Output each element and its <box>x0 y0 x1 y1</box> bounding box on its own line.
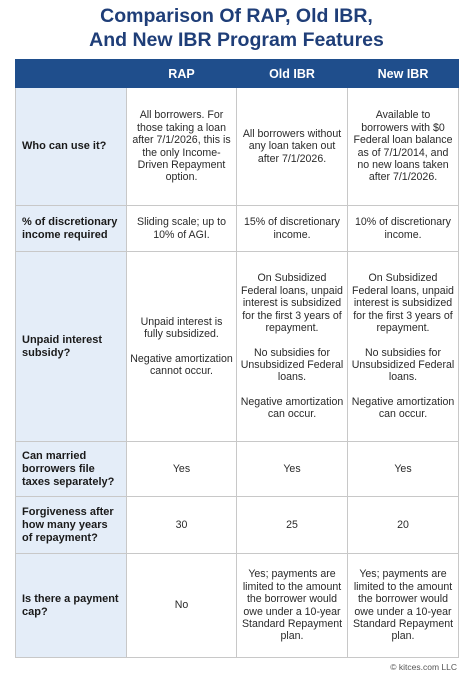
column-header-new-ibr: New IBR <box>348 60 459 88</box>
cell-new-ibr <box>348 554 459 658</box>
copyright-footer: © kitces.com LLC <box>390 662 457 672</box>
cell-text: 30 <box>175 518 188 531</box>
cell-new-ibr <box>348 88 459 206</box>
header-corner <box>16 60 127 88</box>
cell-old-ibr <box>237 442 348 497</box>
cell-new-ibr <box>348 442 459 497</box>
cell-text: Yes <box>172 462 191 475</box>
cell-text: 20 <box>397 518 409 531</box>
cell-text: On Subsidized Federal loans, unpaid interest is subsidized for the first 3 years of repayment. <box>241 272 343 335</box>
cell-text: 10% of discretionary income. <box>355 216 451 241</box>
table-row <box>16 206 459 252</box>
cell-old-ibr <box>237 497 348 554</box>
cell-new-ibr <box>348 206 459 252</box>
cell-text: No subsidies for Unsubsidized Federal loans. <box>240 346 344 384</box>
cell-text: No <box>174 599 189 612</box>
cell-text: All borrowers without any loan taken out after 7/1/2026. <box>242 127 342 165</box>
cell-rap <box>127 206 237 252</box>
cell-text: Negative amortization can occur. <box>240 395 344 421</box>
page-title <box>0 4 473 52</box>
cell-old-ibr <box>237 206 348 252</box>
cell-new-ibr <box>348 252 459 442</box>
cell-text: 15% of discretionary income. <box>244 216 340 241</box>
cell-text: Yes <box>394 462 412 475</box>
cell-text: On Subsidized Federal loans, unpaid interest is subsidized for the first 3 years of repayment. <box>352 272 454 335</box>
cell-text: No subsidies for Unsubsidized Federal loans. <box>351 346 455 384</box>
cell-rap <box>127 252 237 442</box>
cell-text: Sliding scale; up to 10% of AGI. <box>137 216 226 241</box>
column-header-old-ibr: Old IBR <box>237 60 348 88</box>
table-row <box>16 88 459 206</box>
cell-text: Yes; payments are limited to the amount the borrower would owe under a 10-year Standard Repayment plan. <box>241 568 343 643</box>
table-row <box>16 497 459 554</box>
row-label: Unpaid interest subsidy? <box>16 252 127 442</box>
cell-text: Yes; payments are limited to the amount the borrower would owe under a 10-year Standard Repayment plan. <box>352 568 454 643</box>
cell-text: Negative amortization can occur. <box>351 395 455 421</box>
row-label: Forgiveness after how many years of repayment? <box>16 497 127 554</box>
header-row <box>16 60 459 88</box>
table-row <box>16 554 459 658</box>
row-label: Can married borrowers file taxes separately? <box>16 442 127 497</box>
cell-old-ibr <box>237 252 348 442</box>
cell-text: Available to borrowers with $0 Federal loan balance as of 7/1/2014, and no new loans taken after 7/1/2026. <box>353 109 453 184</box>
title-line-1: Comparison Of RAP, Old IBR, <box>100 5 373 27</box>
cell-text: Yes <box>283 462 301 475</box>
row-label: Who can use it? <box>16 88 127 206</box>
cell-text: Negative amortization cannot occur. <box>130 352 233 377</box>
row-label: % of discretionary income required <box>16 206 127 252</box>
cell-new-ibr <box>348 497 459 554</box>
cell-rap <box>127 554 237 658</box>
table-row <box>16 442 459 497</box>
comparison-table <box>15 59 459 658</box>
cell-rap <box>127 88 237 206</box>
cell-rap <box>127 442 237 497</box>
cell-text: Unpaid interest is fully subsidized. <box>140 315 223 341</box>
row-label: Is there a payment cap? <box>16 554 127 658</box>
cell-text: All borrowers. For those taking a loan after 7/1/2026, this is the only Income-Driven Repayment option. <box>132 109 231 184</box>
table-row <box>16 252 459 442</box>
cell-text: 25 <box>286 518 298 531</box>
cell-old-ibr <box>237 88 348 206</box>
column-header-rap: RAP <box>127 60 237 88</box>
cell-old-ibr <box>237 554 348 658</box>
cell-rap <box>127 497 237 554</box>
title-line-2: And New IBR Program Features <box>89 29 384 51</box>
